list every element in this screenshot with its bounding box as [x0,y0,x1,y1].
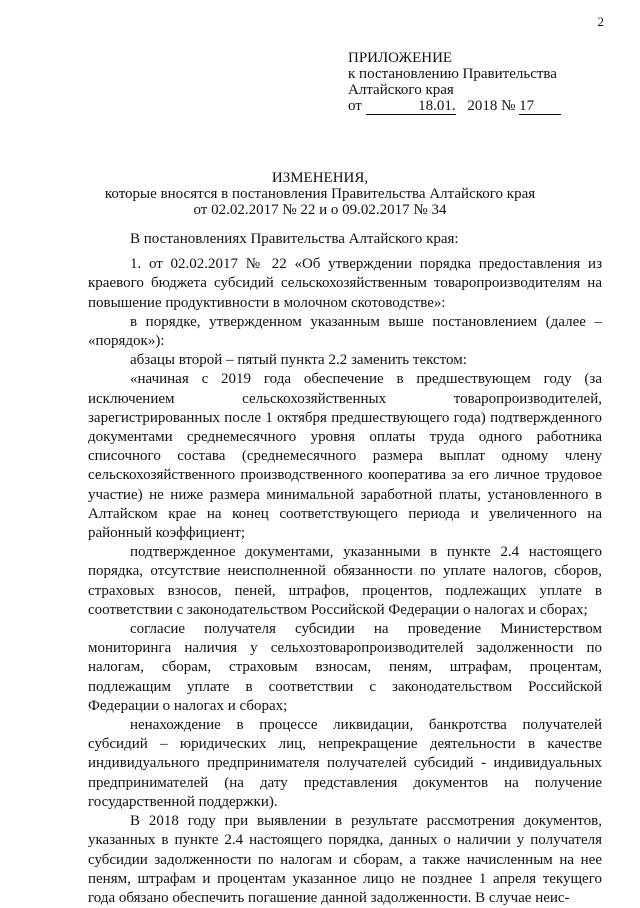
paragraph-2018: В 2018 году при выявлении в результате рассмотрения документов, указанных в пункте 2.4 настоящего порядка, данных о наличии у получателя субсидии задолженности по налогам и сборам, а также начисленным на нее пеням, штрафам и процентам указанное лицо не позднее 1 апреля текущего года обязано обеспечить погашение данной задолженности. В случае неис- [88,813,602,906]
page-number: 2 [597,14,604,29]
appendix-heading: ПРИЛОЖЕНИЕ [348,50,453,66]
title-line-3: от 02.02.2017 № 22 и о 09.02.2017 № 34 [193,202,447,218]
title-line-1: ИЗМЕНЕНИЯ, [271,170,369,186]
appendix-line-3: Алтайского края [348,82,454,98]
decree-number: 17 [519,98,561,115]
paragraph-intro: В постановлениях Правительства Алтайского края: [130,231,459,247]
paragraph-consent: согласие получателя субсидии на проведение Министерством мониторинга наличия у сельхозтоваропроизводителей задолженности по налогам, сборам, страховым взносам, пеням, штрафам, процентам, подлежащим уплате в соответствии с законодательством Российской Федерации о налогах и сборах; [88,621,602,714]
title-line-2: которые вносятся в постановления Правительства Алтайского края [104,186,536,202]
paragraph-replace: абзацы второй – пятый пункта 2.2 заменить текстом: [130,352,467,369]
paragraph-confirmed: подтвержденное документами, указанными в пункте 2.4 настоящего порядка, отсутствие неисполненной обязанности по уплате налогов, сборов, страховых взносов, пеней, штрафов, процентов, подлежащих уплате в соответствии с законодательством Российской Федерации о налогах и сборах; [88,544,602,618]
decree-date: 18.01. [366,98,456,115]
paragraph-liquidation: ненахождение в процессе ликвидации, банкротства получателей субсидий – юридических лиц, непрекращение деятельности в качестве индивидуального предпринимателя получателей субсидий - индивидуальных предпринимателей (на дату представления документов на получение государственной поддержки). [88,717,602,810]
appendix-block [348,50,561,115]
decree-year: 2018 [467,98,498,114]
paragraph-item-1: 1. от 02.02.2017 № 22 «Об утверждении порядка предоставления из краевого бюджета субсидий сельскохозяйственным товаропроизводителям на повышение продуктивности в молочном скотоводстве»: [88,256,602,311]
document-body [88,230,602,908]
number-sign: № [501,98,516,114]
document-title [0,170,640,218]
appendix-date-line [348,98,561,115]
paragraph-order: в порядке, утвержденном указанным выше постановлением (далее – «порядок»): [88,313,602,350]
appendix-line-2: к постановлению Правительства [348,66,557,82]
date-prefix: от [348,98,362,114]
paragraph-quote-start: «начиная с 2019 года обеспечение в предшествующем году (за исключением сельскохозяйственных товаропроизводителей, зарегистрированных после 1 октября предшествующего года) подтвержденного документами среднемесячного уровня оплаты труда одного работника списочного состава (среднемесячного размера выплат одному члену сельскохозяйственного производственного кооператива за его личное трудовое участие) не ниже размера минимальной заработной платы, установленного в Алтайском крае на конец соответствующего периода и увеличенного на районный коэффициент; [88,371,602,542]
